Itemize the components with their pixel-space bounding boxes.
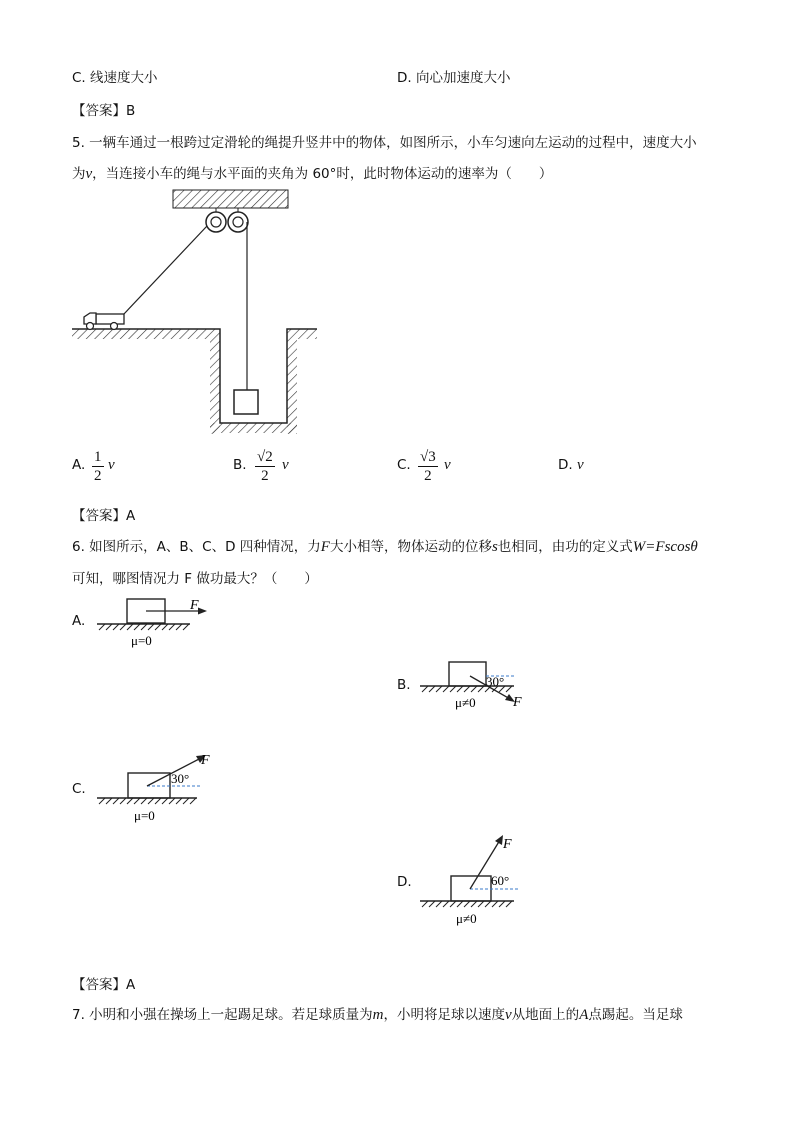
q5-text: ，当连接小车的绳与水平面的夹角为 60°时，此时物体运动的速率为（ ） <box>92 166 553 182</box>
q5-option-a-label: A. <box>72 457 86 473</box>
answer-label: 【答案】 <box>72 977 126 993</box>
friction-label: μ≠0 <box>455 695 476 710</box>
fraction-numerator: √2 <box>257 449 273 465</box>
q5-option-a-var: v <box>108 457 115 473</box>
q5-option-b-var: v <box>282 457 289 473</box>
force-label: F <box>190 598 199 613</box>
force-label: F <box>201 753 210 768</box>
q6-fig-d <box>418 832 538 932</box>
q6-fig-a <box>95 595 215 650</box>
ceiling <box>173 190 288 208</box>
q5-option-d <box>558 457 584 474</box>
q6-formula: W=Fscosθ <box>632 539 698 555</box>
q5-var-v: v <box>85 166 93 182</box>
angle-label: 60° <box>491 873 510 888</box>
q6-fig-b <box>418 655 538 713</box>
answer-label: 【答案】 <box>72 103 126 119</box>
q6-fig-b-label: B. <box>397 677 411 693</box>
force-label: F <box>503 837 512 852</box>
q7-text: 7. 小明和小强在操场上一起踢足球。若足球质量为 <box>72 1007 373 1023</box>
fraction-denominator: 2 <box>94 468 102 484</box>
fraction-denominator: 2 <box>261 468 269 484</box>
friction-label: μ=0 <box>131 633 152 648</box>
q4-option-d: D. 向心加速度大小 <box>397 70 511 86</box>
q7-text: 点踢起。当足球 <box>588 1007 683 1023</box>
q5-answer <box>72 504 135 524</box>
q6-text: 大小相等，物体运动的位移 <box>329 539 492 555</box>
fraction-numerator: √3 <box>420 449 436 465</box>
answer-value: B <box>126 103 136 119</box>
q5-text: 为 <box>72 166 86 182</box>
fraction-numerator: 1 <box>94 449 102 465</box>
q5-option-b-fraction <box>255 448 275 485</box>
car-icon <box>84 313 124 330</box>
q5-pulley-diagram <box>70 185 320 435</box>
pulley-right <box>228 212 248 232</box>
ground-left <box>72 329 220 339</box>
option-var: v <box>576 457 584 473</box>
answer-value: A <box>126 977 136 993</box>
q5-option-c-label: C. <box>397 457 411 473</box>
q5-stem-line1: 5. 一辆车通过一根跨过定滑轮的绳提升竖井中的物体，如图所示，小车匀速向左运动的过程中，速度大小 <box>72 135 697 151</box>
q6-stem-line1 <box>72 535 698 556</box>
q7-text: 从地面上的 <box>511 1007 580 1023</box>
q6-text: 6. 如图所示，A、B、C、D 四种情况，力 <box>72 539 321 555</box>
rope-to-car <box>123 226 207 315</box>
angle-label: 30° <box>486 674 505 689</box>
pulley-left <box>206 212 226 232</box>
q5-option-c-fraction <box>418 448 438 485</box>
q5-option-b-label: B. <box>233 457 247 473</box>
q5-stem-line2 <box>72 162 552 183</box>
q6-fig-a-label: A. <box>72 613 86 629</box>
angle-label: 30° <box>171 771 190 786</box>
friction-label: μ=0 <box>134 808 155 823</box>
q7-var-v: v <box>505 1007 512 1023</box>
q6-text: 也相同，由功的定义式 <box>497 539 633 555</box>
q5-option-c-var: v <box>444 457 451 473</box>
q6-var-F: F <box>320 539 330 555</box>
q4-answer <box>72 99 135 119</box>
fraction-denominator: 2 <box>424 468 432 484</box>
q7-text: ，小明将足球以速度 <box>383 1007 506 1023</box>
q5-option-a-fraction <box>92 448 104 485</box>
q6-fig-c <box>95 750 215 828</box>
q4-option-c: C. 线速度大小 <box>72 70 158 86</box>
option-label: D. <box>558 457 573 473</box>
q6-stem-line2: 可知，哪图情况力 F 做功最大？（ ） <box>72 571 318 587</box>
ground-right <box>287 329 317 339</box>
well-outline <box>72 329 317 423</box>
force-label: F <box>513 695 522 710</box>
q7-var-m: m <box>372 1007 384 1023</box>
answer-value: A <box>126 508 136 524</box>
q7-stem-line1 <box>72 1003 683 1024</box>
q6-answer <box>72 973 135 993</box>
q6-fig-c-label: C. <box>72 781 86 797</box>
block <box>234 390 258 414</box>
q6-var-s: s <box>491 539 498 555</box>
q7-var-A: A <box>579 1007 589 1023</box>
answer-label: 【答案】 <box>72 508 126 524</box>
friction-label: μ≠0 <box>456 911 477 926</box>
q6-fig-d-label: D. <box>397 874 412 890</box>
